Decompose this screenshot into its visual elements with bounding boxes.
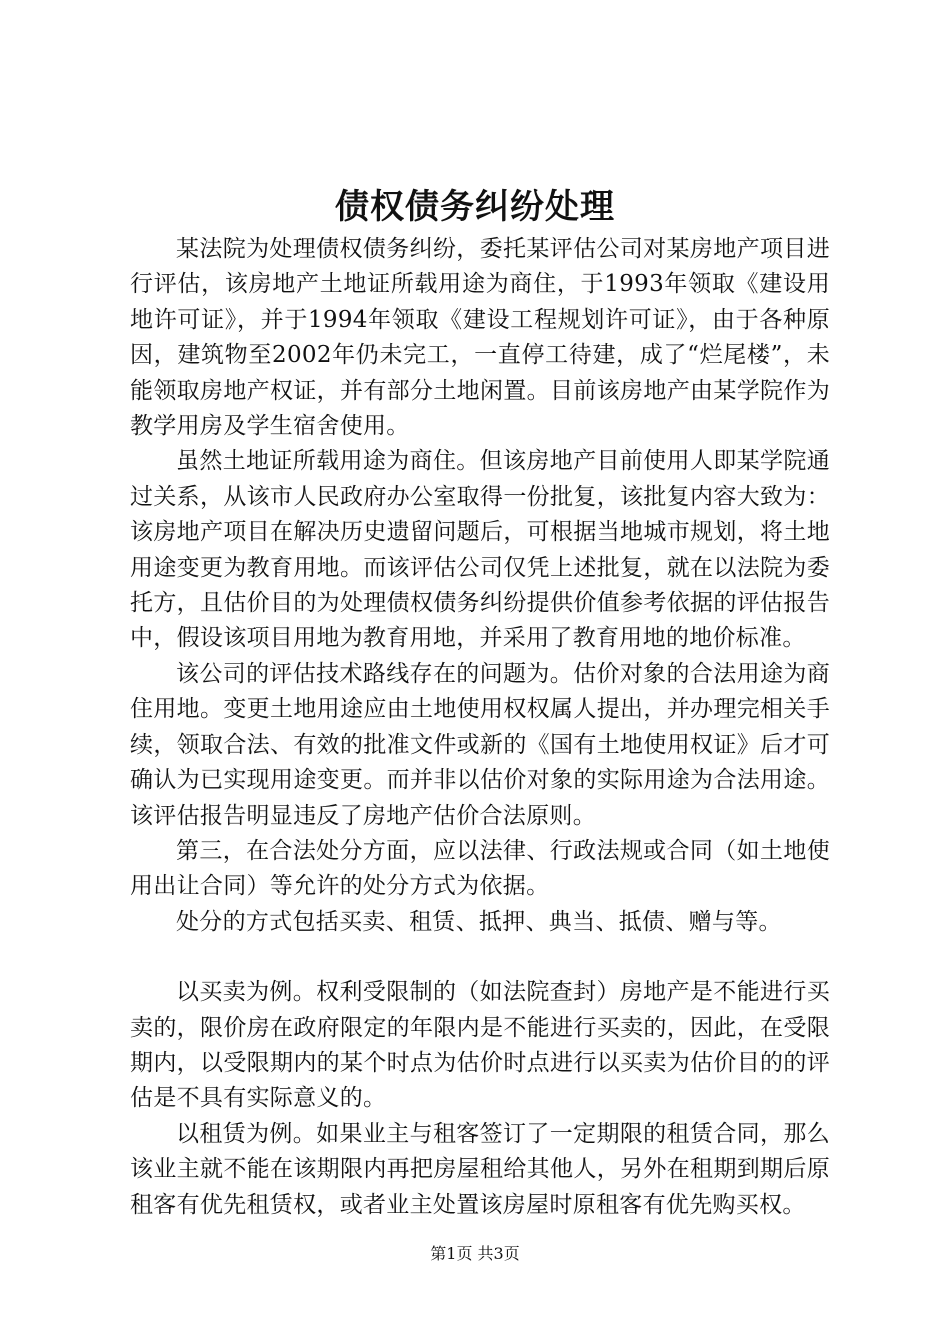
paragraph-7: 以租赁为例。如果业主与租客签订了一定期限的租赁合同，那么该业主就不能在该期限内再把房屋租给其他人，另外在租期到期后原租客有优先租赁权，或者业主处置该房屋时原租客有优先购买权。 bbox=[130, 1120, 830, 1218]
paragraph-6: 以买卖为例。权利受限制的（如法院查封）房地产是不能进行买卖的，限价房在政府限定的年限内是不能进行买卖的，因此，在受限期内，以受限期内的某个时点为估价时点进行以买卖为估价目的的评估是不具有实际意义的。 bbox=[130, 979, 830, 1112]
document-body bbox=[130, 232, 830, 1223]
document-title: 债权债务纠纷处理 bbox=[335, 187, 615, 227]
paragraph-5: 处分的方式包括买卖、租赁、抵押、典当、抵债、赠与等。 bbox=[176, 908, 782, 935]
paragraph-1: 某法院为处理债权债务纠纷，委托某评估公司对某房地产项目进行评估，该房地产土地证所载用途为商住，于1993年领取《建设用地许可证》，并于1994年领取《建设工程规划许可证》，由于各种原因，建筑物至2002年仍未完工，一直停工待建，成了“烂尾楼”，未能领取房地产权证，并有部分土地闲置。目前该房地产由某学院作为教学用房及学生宿舍使用。 bbox=[130, 236, 830, 440]
paragraph-4: 第三，在合法处分方面，应以法律、行政法规或合同（如土地使用出让合同）等允许的处分方式为依据。 bbox=[130, 837, 830, 900]
page-number-footer: 第1页 共3页 bbox=[430, 1244, 520, 1263]
paragraph-3: 该公司的评估技术路线存在的问题为。估价对象的合法用途为商住用地。变更土地用途应由土地使用权权属人提出，并办理完相关手续，领取合法、有效的批准文件或新的《国有土地使用权证》后才可确认为已实现用途变更。而并非以估价对象的实际用途为合法用途。该评估报告明显违反了房地产估价合法原则。 bbox=[130, 660, 830, 829]
paragraph-2: 虽然土地证所载用途为商住。但该房地产目前使用人即某学院通过关系，从该市人民政府办公室取得一份批复，该批复内容大致为：该房地产项目在解决历史遗留问题后，可根据当地城市规划，将土地用途变更为教育用地。而该评估公司仅凭上述批复，就在以法院为委托方，且估价目的为处理债权债务纠纷提供价值参考依据的评估报告中，假设该项目用地为教育用地，并采用了教育用地的地价标准。 bbox=[130, 448, 830, 652]
